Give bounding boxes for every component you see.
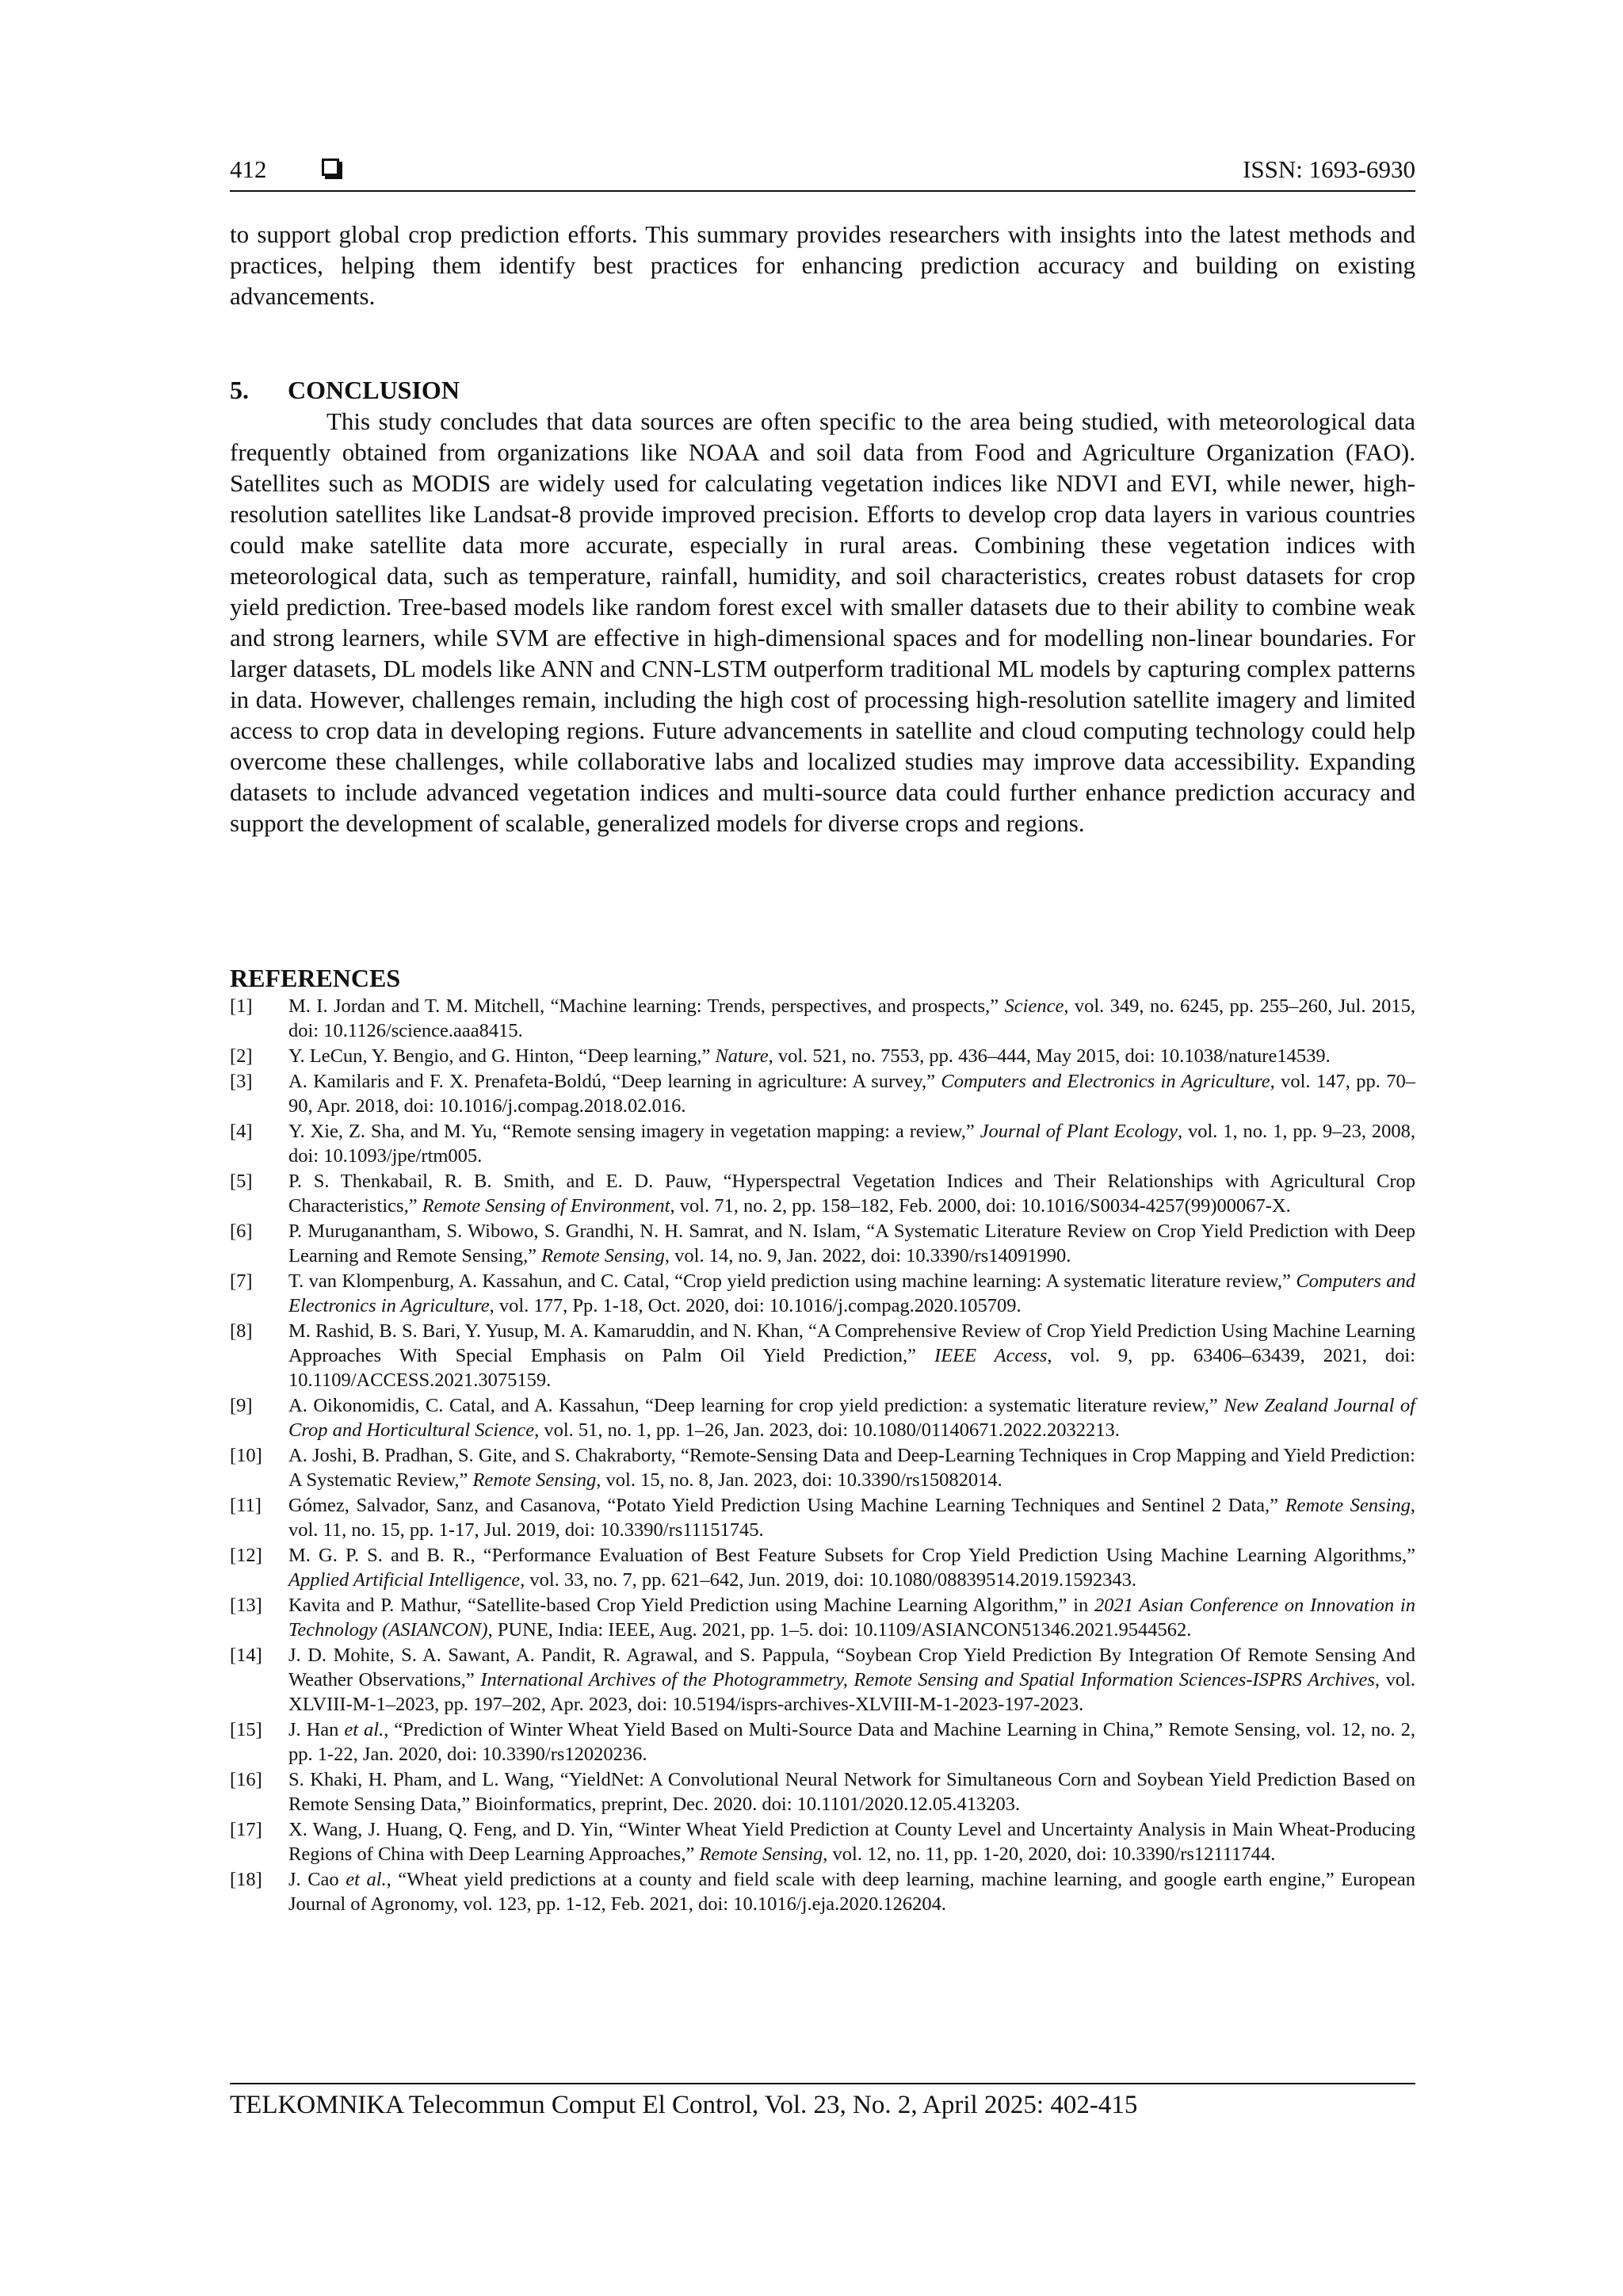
reference-item [230, 1767, 1415, 1817]
reference-text-part: , vol. 147, pp. 70–90, Apr. 2018, doi: 10.1016/j.compag.2018.02.016. [288, 1071, 1415, 1117]
reference-italic-part: Remote Sensing [1285, 1495, 1411, 1516]
reference-italic-part: et al. [346, 1869, 387, 1890]
reference-text [288, 1545, 1415, 1591]
issn-label: ISSN: 1693-6930 [1243, 155, 1415, 183]
reference-number: [15] [230, 1719, 262, 1740]
reference-italic-part: Applied Artificial Intelligence [288, 1569, 521, 1591]
reference-italic-part: Computers and Electronics in Agriculture [941, 1071, 1270, 1092]
reference-text-part: Kavita and P. Mathur, “Satellite-based Crop Yield Prediction using Machine Learning Algorithm,” in [288, 1595, 1095, 1616]
reference-number: [14] [230, 1645, 262, 1666]
reference-number: [6] [230, 1221, 253, 1242]
reference-text-part: Y. LeCun, Y. Bengio, and G. Hinton, “Deep learning,” [288, 1045, 716, 1067]
reference-text-part: J. Cao [288, 1869, 346, 1890]
reference-number: [9] [230, 1395, 253, 1416]
reference-text [288, 1595, 1415, 1641]
reference-number: [13] [230, 1595, 262, 1616]
reference-text [288, 1395, 1415, 1441]
reference-text-part: A. Joshi, B. Pradhan, S. Gite, and S. Chakraborty, “Remote-Sensing Data and Deep-Learning Techniques in Crop Mapping and Yield Prediction: A Systematic Review,” [288, 1445, 1415, 1491]
reference-number: [2] [230, 1045, 253, 1067]
reference-text-part: P. Muruganantham, S. Wibowo, S. Grandhi, N. H. Samrat, and N. Islam, “A Systematic Literature Review on Crop Yield Prediction with Deep Learning and Remote Sensing,” [288, 1221, 1415, 1266]
reference-text-part: , vol. 11, no. 15, pp. 1-17, Jul. 2019, doi: 10.3390/rs11151745. [288, 1495, 1415, 1541]
reference-text-part: J. Han [288, 1719, 345, 1740]
reference-number: [17] [230, 1819, 262, 1840]
reference-text [288, 1869, 1415, 1915]
reference-number: [4] [230, 1121, 253, 1142]
reference-text-part: X. Wang, J. Huang, Q. Feng, and D. Yin, “Winter Wheat Yield Prediction at County Level and Uncertainty Analysis in Main Wheat-Producing Regions of China with Deep Learning Approaches,” [288, 1819, 1415, 1865]
reference-text-part: S. Khaki, H. Pham, and L. Wang, “YieldNet: A Convolutional Neural Network for Simultaneous Corn and Soybean Yield Prediction Based on Remote Sensing Data,” Bioinformatics, preprint, Dec. 2020. doi: 10.1101/2020.12.05.413203. [288, 1769, 1415, 1815]
reference-text-part: , PUNE, India: IEEE, Aug. 2021, pp. 1–5. doi: 10.1109/ASIANCON51346.2021.9544562. [487, 1619, 1192, 1641]
reference-item [230, 1867, 1415, 1916]
reference-text-part: M. Rashid, B. S. Bari, Y. Yusup, M. A. Kamaruddin, and N. Khan, “A Comprehensive Review of Crop Yield Prediction Using Machine Learning Approaches With Special Emphasis on Palm Oil Yield Prediction,” [288, 1320, 1415, 1366]
reference-text-part: , vol. XLVIII-M-1–2023, pp. 197–202, Apr. 2023, doi: 10.5194/isprs-archives-XLVIII-M-1-2023-197-2023. [288, 1669, 1416, 1715]
reference-italic-part: Science [1004, 995, 1064, 1017]
reference-text [288, 1819, 1415, 1865]
reference-text-part: , vol. 1, no. 1, pp. 9–23, 2008, doi: 10.1093/jpe/rtm005. [288, 1121, 1415, 1167]
reference-item [230, 1817, 1415, 1866]
reference-text [288, 1121, 1415, 1167]
reference-italic-part: Nature [715, 1045, 769, 1067]
reference-item [230, 1269, 1415, 1318]
reference-item [230, 1643, 1415, 1717]
reference-text-part: Gómez, Salvador, Sanz, and Casanova, “Potato Yield Prediction Using Machine Learning Techniques and Sentinel 2 Data,” [288, 1495, 1285, 1516]
reference-text-part: , vol. 521, no. 7553, pp. 436–444, May 2015, doi: 10.1038/nature14539. [768, 1045, 1331, 1067]
reference-text-part: P. S. Thenkabail, R. B. Smith, and E. D. Pauw, “Hyperspectral Vegetation Indices and Their Relationships with Agricultural Crop Characteristics,” [288, 1171, 1415, 1217]
reference-item [230, 1393, 1415, 1442]
reference-italic-part: International Archives of the Photogrammetry, Remote Sensing and Spatial Information Sciences-ISPRS Archives [480, 1669, 1375, 1690]
reference-number: [18] [230, 1869, 262, 1890]
reference-item [230, 1119, 1415, 1168]
references-heading: REFERENCES [230, 964, 401, 992]
reference-italic-part: Remote Sensing of Environment [422, 1195, 670, 1217]
reference-text-part: , vol. 9, pp. 63406–63439, 2021, doi: 10.1109/ACCESS.2021.3075159. [288, 1345, 1415, 1391]
page-number: 412 [230, 155, 267, 183]
page-footer: TELKOMNIKA Telecommun Comput El Control, Vol. 23, No. 2, April 2025: 402-415 [230, 2091, 1138, 2119]
reference-italic-part: Remote Sensing [541, 1245, 665, 1266]
reference-text [288, 1719, 1415, 1765]
reference-number: [16] [230, 1769, 262, 1790]
reference-text-part: A. Oikonomidis, C. Catal, and A. Kassahun, “Deep learning for crop yield prediction: a systematic literature review,” [288, 1395, 1224, 1416]
reference-item [230, 1443, 1415, 1492]
reference-number: [12] [230, 1545, 262, 1566]
header-divider [230, 190, 1415, 192]
page-header [230, 155, 1415, 190]
reference-text-part: , vol. 71, no. 2, pp. 158–182, Feb. 2000, doi: 10.1016/S0034-4257(99)00067-X. [670, 1195, 1291, 1217]
reference-text [288, 1270, 1415, 1316]
reference-item [230, 1593, 1415, 1642]
reference-italic-part: et al. [344, 1719, 384, 1740]
reference-text-part: T. van Klompenburg, A. Kassahun, and C. Catal, “Crop yield prediction using machine learning: A systematic literature review,” [288, 1270, 1296, 1292]
section-title: CONCLUSION [288, 376, 460, 404]
reference-item [230, 1717, 1415, 1767]
reference-number: [10] [230, 1445, 262, 1466]
reference-text-part: , vol. 33, no. 7, pp. 621–642, Jun. 2019, doi: 10.1080/08839514.2019.1592343. [520, 1569, 1137, 1591]
reference-number: [3] [230, 1071, 253, 1092]
reference-italic-part: New Zealand Journal of Crop and Horticultural Science [288, 1395, 1415, 1441]
reference-italic-part: Remote Sensing [472, 1469, 597, 1491]
reference-number: [11] [230, 1495, 262, 1516]
reference-item [230, 1493, 1415, 1542]
reference-text-part: , vol. 12, no. 11, pp. 1-20, 2020, doi: 10.3390/rs12111744. [823, 1843, 1276, 1865]
reference-text-part: , vol. 51, no. 1, pp. 1–26, Jan. 2023, doi: 10.1080/01140671.2022.2032213. [534, 1419, 1120, 1441]
reference-list [230, 994, 1415, 1917]
reference-text-part: J. D. Mohite, S. A. Sawant, A. Pandit, R. Agrawal, and S. Pappula, “Soybean Crop Yield Prediction By Integration Of Remote Sensing And Weather Observations,” [288, 1645, 1415, 1690]
reference-text [288, 1221, 1415, 1266]
reference-number: [1] [230, 995, 253, 1017]
reference-italic-part: 2021 Asian Conference on Innovation in Technology (ASIANCON) [288, 1595, 1415, 1641]
square-bullet-icon [322, 159, 339, 176]
reference-italic-part: Computers and Electronics in Agriculture [288, 1270, 1415, 1316]
reference-text-part: , “Prediction of Winter Wheat Yield Based on Multi-Source Data and Machine Learning in China,” Remote Sensing, vol. 12, no. 2, pp. 1-22, Jan. 2020, doi: 10.3390/rs12020236. [288, 1719, 1415, 1765]
reference-text [288, 1769, 1415, 1815]
reference-text-part: M. G. P. S. and B. R., “Performance Evaluation of Best Feature Subsets for Crop Yield Prediction Using Machine Learning Algorithms,” [288, 1545, 1415, 1566]
reference-italic-part: Remote Sensing [699, 1843, 823, 1865]
reference-text [288, 1445, 1415, 1491]
reference-number: [8] [230, 1320, 253, 1342]
reference-text-part: A. Kamilaris and F. X. Prenafeta-Boldú, “Deep learning in agriculture: A survey,” [288, 1071, 941, 1092]
intro-paragraph: to support global crop prediction efforts. This summary provides researchers with insights into the latest methods and practices, helping them identify best practices for enhancing prediction accuracy and building on existing advancements. [230, 220, 1415, 310]
reference-item [230, 1219, 1415, 1268]
reference-italic-part: Journal of Plant Ecology [980, 1121, 1178, 1142]
reference-text [288, 1045, 1331, 1067]
reference-number: [5] [230, 1171, 253, 1192]
reference-text-part: , vol. 349, no. 6245, pp. 255–260, Jul. 2015, doi: 10.1126/science.aaa8415. [288, 995, 1415, 1041]
reference-text-part: , “Wheat yield predictions at a county and field scale with deep learning, machine learning, and google earth engine,” European Journal of Agronomy, vol. 123, pp. 1-12, Feb. 2021, doi: 10.1016/j.eja.2020.126204. [288, 1869, 1415, 1915]
reference-item [230, 1069, 1415, 1118]
reference-text [288, 1320, 1415, 1391]
section-number: 5. [230, 376, 249, 404]
reference-text-part: M. I. Jordan and T. M. Mitchell, “Machine learning: Trends, perspectives, and prospects,” [288, 995, 1005, 1017]
reference-item [230, 1319, 1415, 1392]
reference-item [230, 1169, 1415, 1218]
footer-divider [230, 2083, 1415, 2084]
reference-item [230, 994, 1415, 1043]
reference-text [288, 1495, 1415, 1541]
reference-item [230, 1543, 1415, 1592]
reference-text-part: Y. Xie, Z. Sha, and M. Yu, “Remote sensing imagery in vegetation mapping: a review,” [288, 1121, 980, 1142]
reference-item [230, 1044, 1415, 1068]
reference-number: [7] [230, 1270, 253, 1292]
reference-text [288, 1071, 1415, 1117]
reference-text [288, 995, 1415, 1041]
reference-text [288, 1645, 1415, 1715]
reference-text-part: , vol. 177, Pp. 1-18, Oct. 2020, doi: 10.1016/j.compag.2020.105709. [489, 1295, 1022, 1316]
reference-italic-part: IEEE Access [934, 1345, 1048, 1366]
reference-text [288, 1171, 1415, 1217]
conclusion-paragraph: This study concludes that data sources are often specific to the area being studied, with meteorological data frequently obtained from organizations like NOAA and soil data from Food and Agriculture Organization (FAO). Satellites such as MODIS are widely used for calculating vegetation indices like NDVI and EVI, while newer, high-resolution satellites like Landsat-8 provide improved precision. Efforts to develop crop data layers in various countries could make satellite data more accurate, especially in rural areas. Combining these vegetation indices with meteorological data, such as temperature, rainfall, humidity, and soil characteristics, creates robust datasets for crop yield prediction. Tree-based models like random forest excel with smaller datasets due to their ability to combine weak and strong learners, while SVM are effective in high-dimensional spaces and for modelling non-linear boundaries. For larger datasets, DL models like ANN and CNN-LSTM outperform traditional ML models by capturing complex patterns in data. However, challenges remain, including the high cost of processing high-resolution satellite imagery and limited access to crop data in developing regions. Future advancements in satellite and cloud computing technology could help overcome these challenges, while collaborative labs and localized studies may improve data accessibility. Expanding datasets to include advanced vegetation indices and multi-source data could further enhance prediction accuracy and support the development of scalable, generalized models for diverse crops and regions. [230, 407, 1415, 837]
section-heading [230, 374, 460, 406]
reference-text-part: , vol. 14, no. 9, Jan. 2022, doi: 10.3390/rs14091990. [664, 1245, 1071, 1266]
reference-text-part: , vol. 15, no. 8, Jan. 2023, doi: 10.3390/rs15082014. [596, 1469, 1002, 1491]
